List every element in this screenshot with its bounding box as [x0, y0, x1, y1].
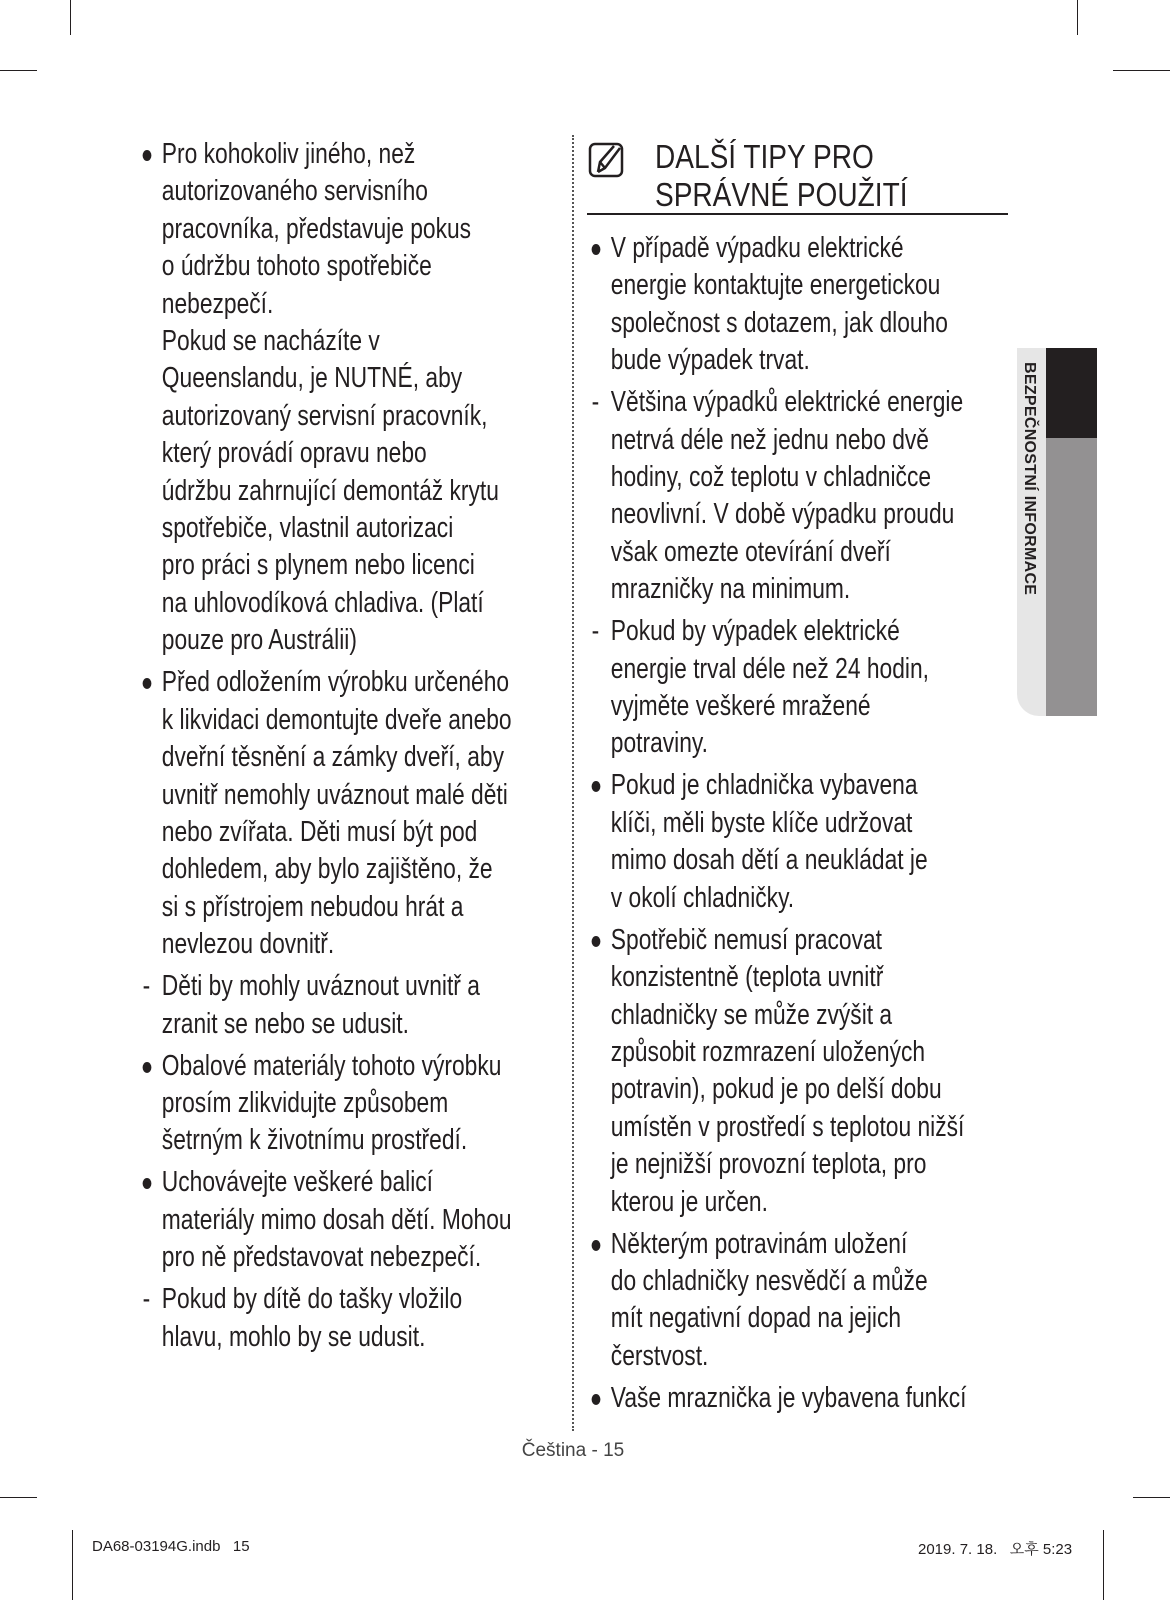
dash-mark: -	[142, 970, 151, 1003]
item-text: Pokud by výpadek elektrické energie trval déle než 24 hodin, vyjměte veškeré mražené potraviny.	[610, 615, 929, 760]
section-heading: DALŠÍ TIPY PRO SPRÁVNÉ POUŽITÍ	[655, 138, 908, 213]
bullet-dot	[592, 781, 601, 792]
item-text: Pro kohokoliv jiného, než autorizovaného servisního pracovníka, představuje pokus o údržbu tohoto spotřebiče nebezpečí. Pokud se nacházíte v Queenslandu, je NUTNÉ, aby autorizovaný servisní pracovník, který provádí opravu nebo údržbu zahrnující demontáž krytu spotřebiče, vlastnil autorizaci pro práci s plynem nebo licenci na uhlovodíková chladiva. (Platí pouze pro Austrálii)	[161, 138, 499, 657]
dash-item	[141, 1281, 512, 1356]
item-text: Před odložením výrobku určeného k likvidaci demontujte dveře anebo dveřní těsnění a zámky dveří, aby uvnitř nemohly uváznout malé děti nebo zvířata. Děti musí být pod dohledem, aby bylo zajištěno, že si s přístrojem nebudou hrát a nevlezou dovnitř.	[161, 666, 512, 961]
crop-mark	[1077, 0, 1078, 35]
crop-mark	[1113, 70, 1170, 71]
item-text: Pokud je chladnička vybavena klíči, měli byste klíče udržovat mimo dosah dětí a neukládat je v okolí chladničky.	[610, 769, 928, 914]
side-tab-marker	[1046, 348, 1097, 438]
bullet-dot	[592, 1394, 601, 1405]
dash-item	[590, 613, 966, 763]
bullet-item	[590, 1226, 966, 1376]
side-tab-label: BEZPEČNOSTNÍ INFORMACE	[1021, 362, 1038, 596]
bullet-item	[590, 767, 966, 917]
footer-date: 2019. 7. 18. 오후 5:23	[918, 1541, 1073, 1558]
item-text: Některým potravinám uložení do chladničky nesvědčí a může mít negativní dopad na jejich čerstvost.	[610, 1227, 928, 1372]
crop-mark	[72, 1530, 73, 1600]
item-text: Vaše mraznička je vybavena funkcí	[610, 1381, 967, 1414]
bullet-dot	[592, 936, 601, 947]
bullet-item	[141, 664, 512, 963]
bullet-item	[141, 1048, 512, 1160]
bullet-dot	[143, 150, 152, 161]
item-text: Většina výpadků elektrické energie netrvá déle než jednu nebo dvě hodiny, což teplotu v chladničce neovlivní. V době výpadku proudu však omezte otevírání dveří mrazničky na minimum.	[610, 386, 964, 606]
bullet-item	[141, 1164, 512, 1276]
bullet-item	[590, 1380, 966, 1417]
side-tab-bar	[1046, 438, 1097, 716]
dash-mark: -	[591, 615, 600, 648]
bullet-dot	[143, 1062, 152, 1073]
bullet-item	[590, 922, 966, 1221]
crop-mark	[0, 1497, 37, 1498]
item-text: Pokud by dítě do tašky vložilo hlavu, mohlo by se udusit.	[161, 1283, 463, 1353]
crop-mark	[70, 0, 71, 35]
right-column	[590, 230, 966, 1417]
item-text: Uchovávejte veškeré balicí materiály mimo dosah dětí. Mohou pro ně představovat nebezpečí.	[161, 1166, 512, 1274]
crop-mark	[0, 70, 37, 71]
footer-file: DA68-03194G.indb 15	[92, 1538, 250, 1555]
dash-item	[141, 968, 512, 1043]
item-text: V případě výpadku elektrické energie kontaktujte energetickou společnost s dotazem, jak dlouho bude výpadek trvat.	[610, 232, 948, 377]
dash-item	[590, 384, 966, 608]
heading-rule	[587, 213, 1008, 215]
bullet-dot	[592, 244, 601, 255]
item-text: Děti by mohly uváznout uvnitř a zranit se nebo se udusit.	[161, 970, 480, 1040]
crop-mark	[1103, 1530, 1104, 1600]
crop-mark	[1133, 1497, 1170, 1498]
column-divider	[572, 135, 574, 1431]
item-text: Spotřebič nemusí pracovat konzistentně (teplota uvnitř chladničky se může zvýšit a způsobit rozmrazení uložených potravin), pokud je po delší dobu umístěn v prostředí s teplotou nižší je nejnižší provozní teplota, pro kterou je určen.	[610, 923, 965, 1218]
bullet-dot	[143, 678, 152, 689]
left-column	[141, 136, 512, 1356]
bullet-item	[141, 136, 512, 660]
item-text: Obalové materiály tohoto výrobku prosím zlikvidujte způsobem šetrným k životnímu prostředí.	[161, 1049, 502, 1157]
bullet-dot	[143, 1178, 152, 1189]
dash-mark: -	[591, 386, 600, 419]
bullet-dot	[592, 1240, 601, 1251]
bullet-item	[590, 230, 966, 380]
page-number: Čeština - 15	[521, 1440, 625, 1461]
note-pencil-icon	[588, 142, 634, 178]
dash-mark: -	[142, 1283, 151, 1316]
